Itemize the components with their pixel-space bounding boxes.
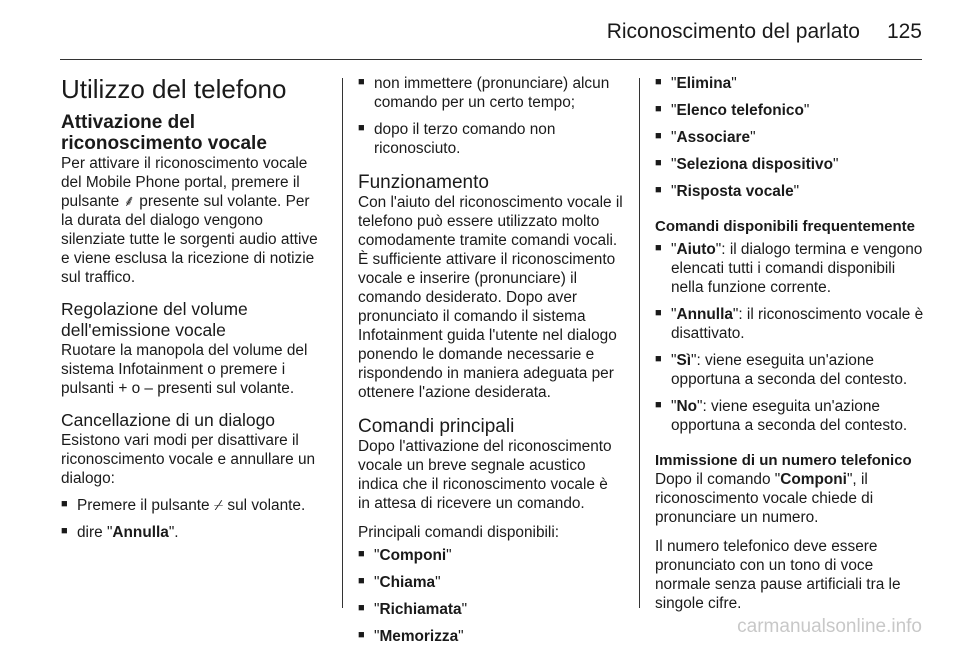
column-divider-1 [342,78,343,608]
heading-volume: Regolazione del volume dell'emissione vocale [61,299,248,340]
column-divider-2 [639,78,640,608]
paragraph-cancel: Esistono vari modi per disattivare il riconoscimento vocale e annullare un dialogo: [61,432,316,487]
list-item: ■ "Richiamata" [358,600,624,619]
paragraph-voice-activation: Per attivare il riconoscimento vocale del Mobile Phone portal, premere il pulsante ⸙ presente sul volante. Per la durata del dialogo vengono silenziate tutte le sorgenti audio attive e viene esclusa la ricezione di notizie sul traffico. [61,155,318,286]
paragraph-phone-number: Dopo il comando "Componi", il riconoscimento vocale chiede di pronunciare un numero. [655,471,874,526]
list-item: ■ "Sì": viene eseguita un'azione opportuna a seconda del contesto. [655,351,925,389]
cancel-list-continued [358,74,624,158]
heading-phone-number: Immissione di un numero telefonico [655,452,912,469]
list-item: ■ "Memorizza" [358,627,624,646]
list-item: ■ "Elenco telefonico" [655,101,925,120]
list-item: ■ "Aiuto": il dialogo termina e vengono elencati tutti i comandi disponibili nella funzione corrente. [655,240,925,297]
list-item: ■ "Risposta vocale" [655,182,925,201]
list-item: ■ "Componi" [358,546,624,565]
heading-main-commands: Comandi principali [358,416,515,437]
column-3 [655,70,925,613]
list-item: ■ "Seleziona dispositivo" [655,155,925,174]
page-number: 125 [886,20,922,43]
list-item: ■ dopo il terzo comando non riconosciuto. [358,120,624,158]
section-title: Utilizzo del telefono [61,74,287,104]
paragraph-operation: Con l'aiuto del riconoscimento vocale il telefono può essere utilizzato molto comodamente tramite comandi vocali. È sufficiente attivare il riconoscimento vocale e inserire (pronunciare) il comando desiderato. Dopo aver pronunciato il comando il sistema Infotainment guida l'utente nel dialogo ponendo le domande necessarie e rispondendo in maniera adeguata per ottenere l'azione desiderata. [358,194,623,401]
list-item: ■ "Chiama" [358,573,624,592]
heading-frequent-commands: Comandi disponibili frequentemente [655,218,916,235]
heading-operation: Funzionamento [358,172,489,193]
page-title: Riconoscimento del parlato [606,20,860,43]
frequent-commands-list [655,240,925,435]
list-item: ■ "Annulla": il riconoscimento vocale è disattivato. [655,305,925,343]
column-1 [61,70,323,542]
paragraph-commands-intro: Principali comandi disponibili: [358,524,560,541]
list-item: ■ "Associare" [655,128,925,147]
list-item: ■ non immettere (pronunciare) alcun comando per un certo tempo; [358,74,624,112]
heading-cancel: Cancellazione di un dialogo [61,410,276,430]
list-item: ■ Premere il pulsante ⌿ sul volante. [61,496,323,515]
list-item: ■ "No": viene eseguita un'azione opportuna a seconda del contesto. [655,397,925,435]
paragraph-main-commands: Dopo l'attivazione del riconoscimento vocale un breve segnale acustico indica che il riconoscimento vocale è in attesa di ricevere un comando. [358,438,612,512]
main-commands-list [358,546,624,646]
cancel-list [61,496,323,542]
column-2 [358,70,624,646]
page-header [0,0,960,60]
paragraph-phone-number-2: Il numero telefonico deve essere pronunciato con un tono di voce normale senza pause artificiali tra le singole cifre. [655,538,901,612]
heading-voice-activation: Attivazione del riconoscimento vocale [61,112,267,154]
list-item: ■ dire "Annulla". [61,523,323,542]
paragraph-volume: Ruotare la manopola del volume del sistema Infotainment o premere i pulsanti + o – presenti sul volante. [61,342,308,397]
header-divider [60,59,922,60]
main-commands-list-continued [655,74,925,201]
watermark: carmanualsonline.info [737,616,922,637]
list-item: ■ "Elimina" [655,74,925,93]
